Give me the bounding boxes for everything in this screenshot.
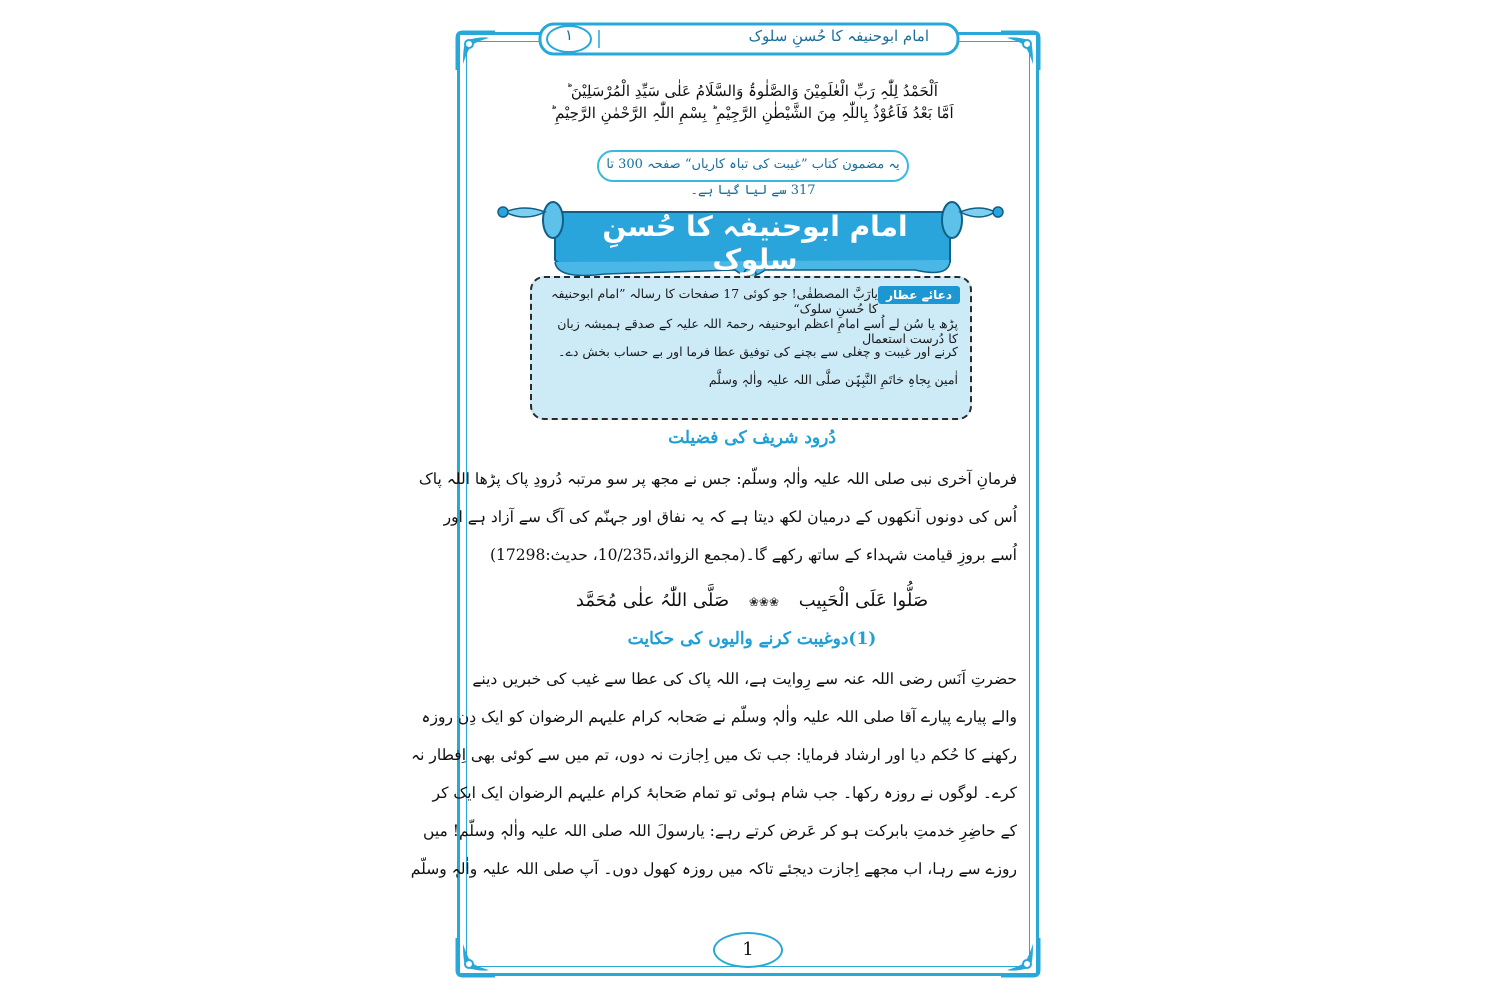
body-line: کرے۔ لوگوں نے روزہ رکھا۔ جب شام ہوئی تو تمام صَحابۂ کرام علیہم الرضوان ایک ایک کر [432, 784, 1017, 802]
dua-box [530, 276, 972, 420]
body-line: اُسے بروزِ قیامت شہداء کے ساتھ رکھے گا۔(مجمع الزوائد،10/235، حدیث:17298) [489, 546, 1017, 564]
dua-line: اٰمین بِجاہِ خاتَمِ النَّبِیّٖن صلَّی اللہ علیہ واٰلہٖ وسلَّم [708, 372, 958, 387]
dua-line: کرنے اور غیبت و چغلی سے بچنے کی توفیق عطا فرما اور بے حساب بخش دے۔ [558, 344, 958, 359]
source-note: یہ مضمون کتاب ”غیبت کی تباہ کاریاں“ صفحہ 300 تا 317 سے لیا گیا ہے۔ [597, 150, 909, 182]
section-heading: (1)دوغیبت کرنے والیوں کی حکایت [627, 629, 877, 649]
section-heading: دُرود شریف کی فضیلت [668, 428, 836, 448]
dua-line: یارَبَّ المصطفٰی! جو کوئی 17 صفحات کا رسالہ ”امام ابوحنیفہ کا حُسنِ سلوک“ [551, 286, 878, 316]
salutation-right: صَلُّوا عَلَی الْحَبِیب [798, 590, 929, 611]
body-line: فرمانِ آخری نبی صلی اللہ علیہ واٰلہٖ وسلّم: جس نے مجھ پر سو مرتبہ دُرودِ پاک پڑھا اللہ پاک [418, 470, 1017, 488]
salutation [547, 590, 957, 611]
header-title: امام ابوحنیفہ کا حُسنِ سلوک [748, 27, 929, 45]
corner-ornament-icon [453, 934, 499, 980]
body-line: اُس کی دونوں آنکھوں کے درمیان لکھ دیتا ہے کہ یہ نفاق اور جہنّم کی آگ سے آزاد ہے اور [443, 508, 1017, 526]
dua-tag: دعائے عطار [878, 286, 960, 304]
ornament-icon: ❀❀❀ [748, 595, 780, 609]
corner-ornament-icon [997, 934, 1043, 980]
page-number: 1 [713, 932, 783, 968]
body-line: روزے سے رہا، اب مجھے اِجازت دیجئے تاکہ میں روزہ کھول دوں۔ آپ صلی اللہ علیہ واٰلہٖ وسلّم [410, 860, 1017, 878]
title-scroll [495, 190, 1005, 290]
running-header [539, 18, 959, 58]
body-line: رکھنے کا حُکم دیا اور ارشاد فرمایا: جب تک میں اِجازت نہ دوں، تم میں سے کوئی بھی اِفطار نہ [411, 746, 1017, 764]
corner-ornament-icon [997, 28, 1043, 74]
header-page-number: ١ [564, 26, 574, 44]
body-line: والے پیارے پیارے آقا صلی اللہ علیہ واٰلہٖ وسلّم نے صَحابہ کرام علیہم الرضوان کو ایک دِن روزہ [421, 708, 1017, 726]
opening-invocation [517, 80, 987, 124]
body-line: کے حاضِرِ خدمتِ بابرکت ہو کر عَرض کرتے رہے: یارسولَ اللہ صلی اللہ علیہ واٰلہٖ وسلّم! میں [423, 822, 1017, 840]
salutation-left: صَلَّی اللّٰہُ علٰی مُحَمَّد [575, 590, 730, 611]
main-title: امام ابوحنیفہ کا حُسنِ سلوک [602, 210, 908, 276]
body-line: حضرتِ اَنَس رضی اللہ عنہ سے رِوایت ہے، اللہ پاک کی عطا سے غیب کی خبریں دینے [472, 670, 1017, 688]
book-page [410, 18, 1043, 980]
invocation-line: اَمَّا بَعْدُ فَاَعُوْذُ بِاللّٰہِ مِنَ الشَّیْطٰنِ الرَّجِیْمِ ؕ بِسْمِ اللّٰہِ الرَّحْمٰنِ الرَّحِیْمِ ؕ [550, 104, 954, 122]
corner-ornament-icon [453, 28, 499, 74]
invocation-line: اَلْحَمْدُ لِلّٰہِ رَبِّ الْعٰلَمِیْنَ وَالصَّلٰوۃُ وَالسَّلَامُ عَلٰی سَیِّدِ الْمُرْسَلِیْنَ ؕ [566, 82, 938, 100]
dua-line: پڑھ یا سُن لے اُسے امامِ اعظم ابوحنیفہ رحمۃ اللہ علیہ کے صدقے ہمیشہ زبان کا دُرست استعمال [557, 316, 958, 346]
